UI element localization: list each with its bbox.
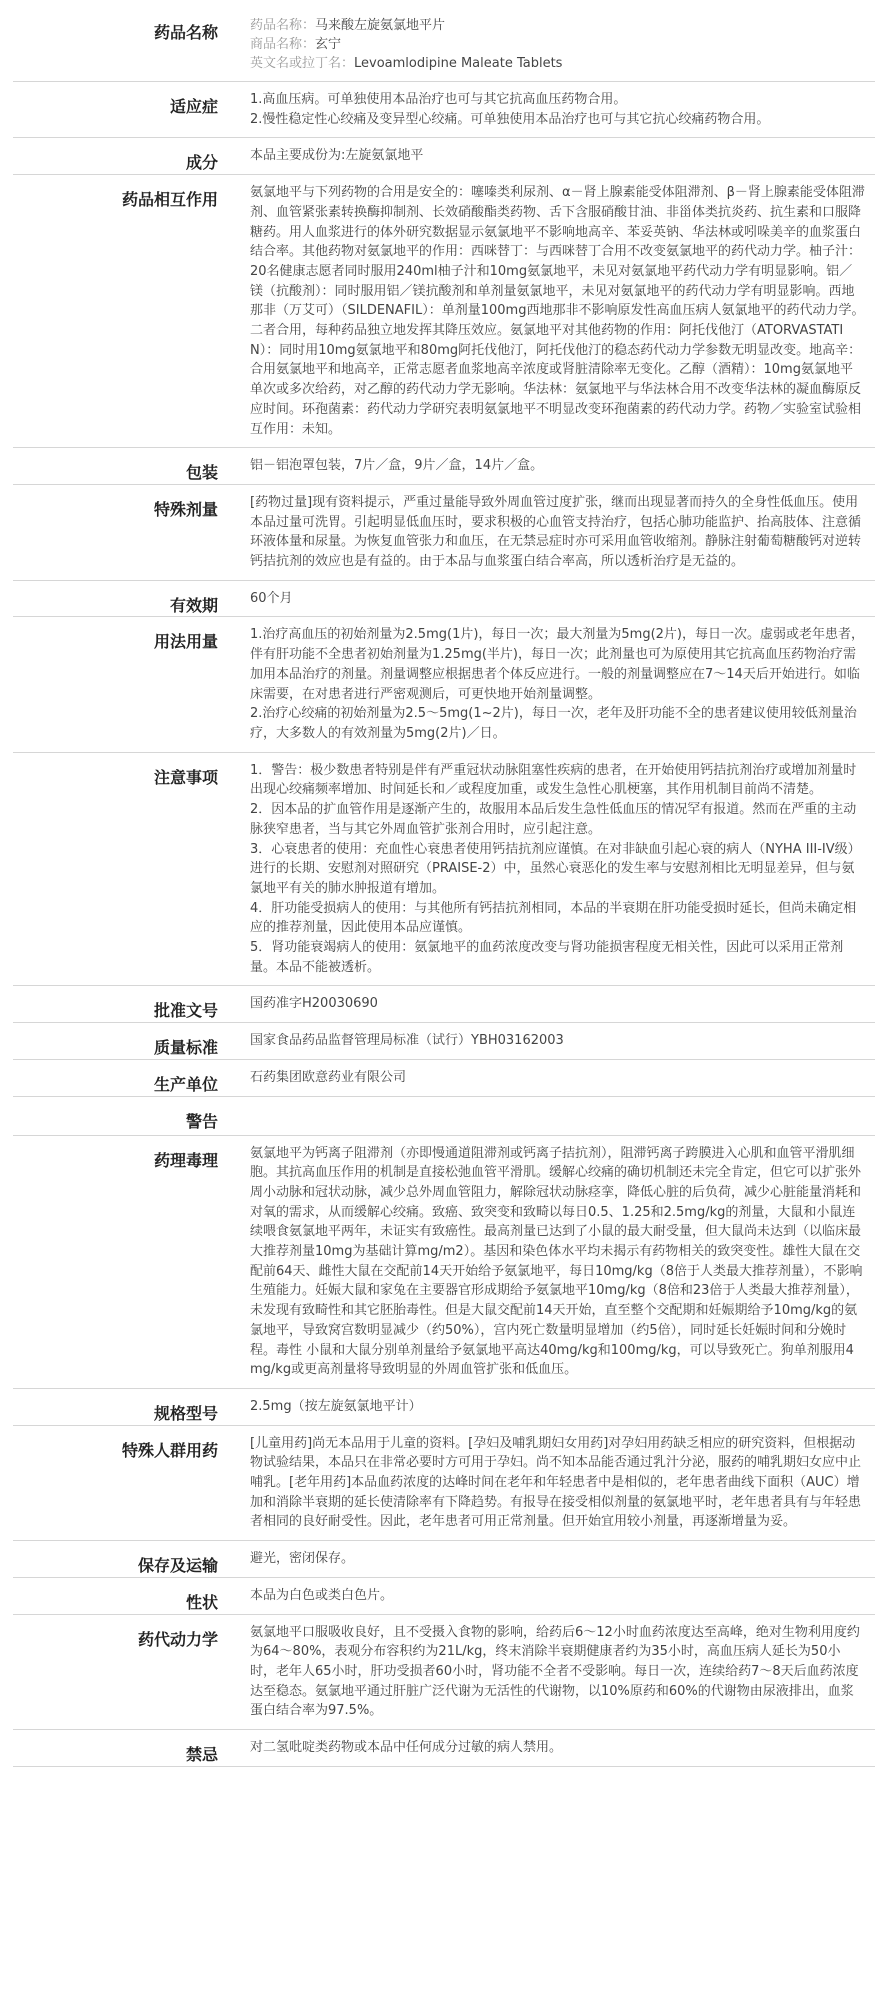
spec-label: 规格型号 [13,1388,237,1425]
drug-name-value: 玄宁 [315,37,342,52]
drug-spec-table [13,8,875,1767]
spec-label: 禁忌 [13,1730,237,1767]
spec-paragraph: 60个月 [250,590,293,606]
spec-label: 保存及运输 [13,1541,237,1578]
spec-paragraph: 本品主要成份为:左旋氨氯地平 [250,148,424,164]
spec-row [13,138,875,175]
spec-value [237,580,875,617]
spec-paragraph: [儿童用药]尚无本品用于儿童的资料。[孕妇及哺乳期妇女用药]对孕妇用药缺乏相应的研究资料，但根据动物试验结果，本品只在非常必要时方可用于孕妇。尚不知本品能否通过乳汁分泌，服药的哺乳期妇女应中止哺乳。[老年用药]本品血药浓度的达峰时间在老年和年轻患者中是相似的，老年患者曲线下面积（AUC）增加和消除半衰期的延长使清除率有下降趋势。有报导在接受相似剂量的氨氯地平时，老年患者具有与年轻患者相同的良好耐受性。因此，老年患者可用正常剂量。但开始宜用较小剂量，再逐渐增量为妥。 [250,1435,862,1530]
spec-label: 用法用量 [13,617,237,752]
drug-name-value: Levoamlodipine Maleate Tablets [354,56,563,71]
drug-name-key: 英文名或拉丁名： [250,56,355,71]
spec-value [237,1425,875,1541]
spec-row [13,1388,875,1425]
spec-row [13,1059,875,1096]
spec-row [13,82,875,138]
spec-value [237,82,875,138]
drug-name-value: 马来酸左旋氨氯地平片 [315,18,446,33]
spec-paragraph: 国药准字H20030690 [250,996,378,1012]
spec-row [13,1730,875,1767]
spec-value [237,8,875,82]
spec-paragraph: 国家食品药品监督管理局标准（试行）YBH03162003 [250,1033,564,1049]
spec-label: 药理毒理 [13,1135,237,1388]
spec-label: 注意事项 [13,752,237,986]
spec-value [237,1023,875,1060]
spec-label: 警告 [13,1096,237,1135]
spec-paragraph: 铝－铝泡罩包装，7片／盒，9片／盒，14片／盒。 [250,458,544,474]
drug-name-line [250,54,865,73]
spec-label: 药品相互作用 [13,175,237,448]
spec-row [13,1577,875,1614]
spec-paragraph: 氨氯地平与下列药物的合用是安全的：噻嗪类利尿剂、α－肾上腺素能受体阻滞剂、β－肾上腺素能受体阻滞剂、血管紧张素转换酶抑制剂、长效硝酸酯类药物、舌下含服硝酸甘油、非甾体类抗炎药、抗生素和口服降糖药。用人血浆进行的体外研究数据显示氨氯地平不影响地高辛、苯妥英钠、华法林或吲哚美辛的血浆蛋白结合率。其他药物对氨氯地平的作用：西咪替丁：与西咪替丁合用不改变氨氯地平的药代动力学。柚子汁：20名健康志愿者同时服用240ml柚子汁和10mg氨氯地平，未见对氨氯地平药代动力学有明显影响。铝／镁（抗酸剂）：同时服用铝／镁抗酸剂和单剂量氨氯地平，未见对氨氯地平的药代动力学有明显影响。西地那非（万艾可）（SILDENAFIL）：单剂量100mg西地那非不影响原发性高血压病人氨氯地平的药代动力学。二者合用，每种药品独立地发挥其降压效应。氨氯地平对其他药物的作用：阿托伐他汀（ATORVASTATIN）：同时用10mg氨氯地平和80mg阿托伐他汀，阿托伐他汀的稳态药代动力学参数无明显改变。地高辛：合用氨氯地平和地高辛，正常志愿者血浆地高辛浓度或肾脏清除率无变化。乙醇（酒精）：10mg氨氯地平单次或多次给药，对乙醇的药代动力学无影响。华法林：氨氯地平与华法林合用不改变华法林的凝血酶原反应时间。环孢菌素：药代动力学研究表明氨氯地平不明显改变环孢菌素的药代动力学。药物／实验室试验相互作用：未知。 [250,185,865,437]
spec-value [237,1730,875,1767]
spec-paragraph: 2.慢性稳定性心绞痛及变异型心绞痛。可单独使用本品治疗也可与其它抗心绞痛药物合用。 [250,111,770,127]
spec-label: 包装 [13,448,237,485]
spec-paragraph: 避光，密闭保存。 [250,1551,355,1567]
spec-paragraph: 氨氯地平为钙离子阻滞剂（亦即慢通道阻滞剂或钙离子拮抗剂），阻滞钙离子跨膜进入心肌和血管平滑肌细胞。其抗高血压作用的机制是直接松弛血管平滑肌。缓解心绞痛的确切机制还未完全肯定，但它可以扩张外周小动脉和冠状动脉，减少总外周血管阻力，解除冠状动脉痉挛，降低心脏的后负荷，减少心脏能量消耗和对氧的需求，从而缓解心绞痛。致癌、致突变和致畸以每日0.5、1.25和2.5mg/kg的剂量，大鼠和小鼠连续喂食氨氯地平两年，未证实有致癌性。最高剂量已达到了小鼠的最大耐受量，但大鼠尚未达到（以临床最大推荐剂量10mg为基础计算mg/m2）。基因和染色体水平均未揭示有药物相关的致突变性。雄性大鼠在交配前64天、雌性大鼠在交配前14天开始给予氨氯地平，每日10mg/kg（8倍于人类最大推荐剂量），不影响生殖能力。妊娠大鼠和家兔在主要器官形成期给予氨氯地平10mg/kg（8倍和23倍于人类最大推荐剂量），未发现有致畸性和其它胚胎毒性。但是大鼠交配前14天开始，直至整个交配期和妊娠期给予10mg/kg的氨氯地平，导致窝宫数明显减少（约50%），宫内死亡数量明显增加（约5倍），同时延长妊娠时间和分娩时程。毒性 小鼠和大鼠分别单剂量给予氨氯地平高达40mg/kg和100mg/kg，可以导致死亡。狗单剂服用4mg/kg或更高剂量将导致明显的外周血管扩张和低血压。 [250,1145,863,1378]
spec-paragraph: 对二氢吡啶类药物或本品中任何成分过敏的病人禁用。 [250,1740,563,1756]
spec-row [13,580,875,617]
spec-value [237,448,875,485]
spec-row [13,752,875,986]
spec-table-body [13,8,875,1766]
spec-value [237,175,875,448]
spec-paragraph: 本品为白色或类白色片。 [250,1587,394,1603]
spec-row [13,1023,875,1060]
spec-label: 药代动力学 [13,1614,237,1730]
spec-row [13,175,875,448]
spec-paragraph: 4．肝功能受损病人的使用：与其他所有钙拮抗剂相同，本品的半衰期在肝功能受损时延长，但尚未确定相应的推荐剂量，因此使用本品应谨慎。 [250,900,857,936]
spec-value [237,1096,875,1135]
spec-label: 药品名称 [13,8,237,82]
spec-label: 适应症 [13,82,237,138]
spec-label: 有效期 [13,580,237,617]
spec-paragraph: 石药集团欧意药业有限公司 [250,1069,407,1085]
spec-paragraph: 5．肾功能衰竭病人的使用：氨氯地平的血药浓度改变与肾功能损害程度无相关性，因此可以采用正常剂量。本品不能被透析。 [250,940,844,975]
spec-value [237,1614,875,1730]
spec-value [237,617,875,752]
spec-paragraph: [药物过量]现有资料提示，严重过量能导致外周血管过度扩张，继而出现显著而持久的全身性低血压。使用本品过量可洗胃。引起明显低血压时，要求积极的心血管支持治疗，包括心肺功能监护、抬高肢体、注意循环液体量和尿量。为恢复血管张力和血压，在无禁忌症时亦可采用血管收缩剂。静脉注射葡萄糖酸钙对逆转钙拮抗剂的效应也是有益的。由于本品与血浆蛋白结合率高，所以透析治疗是无益的。 [250,494,862,570]
spec-label: 特殊剂量 [13,484,237,580]
spec-row [13,1135,875,1388]
spec-label: 性状 [13,1577,237,1614]
spec-paragraph: 1.高血压病。可单独使用本品治疗也可与其它抗高血压药物合用。 [250,92,627,107]
spec-paragraph: 3．心衰患者的使用：充血性心衰患者使用钙拮抗剂应谨慎。在对非缺血引起心衰的病人（NYHA III-IV级）进行的长期、安慰剂对照研究（PRAISE-2）中，虽然心衰恶化的发生率与安慰剂相比无明显差异，但与氨氯地平有关的肺水肿报道有增加。 [250,841,861,896]
spec-label: 成分 [13,138,237,175]
drug-spec-document [13,8,875,1767]
spec-label: 质量标准 [13,1023,237,1060]
spec-paragraph: 2．因本品的扩血管作用是逐渐产生的，故服用本品后发生急性低血压的情况罕有报道。然而在严重的主动脉狭窄患者，当与其它外周血管扩张剂合用时，应引起注意。 [250,802,857,837]
spec-value [237,1388,875,1425]
spec-value [237,484,875,580]
spec-value [237,138,875,175]
spec-row [13,986,875,1023]
spec-row [13,617,875,752]
spec-value [237,986,875,1023]
spec-label: 生产单位 [13,1059,237,1096]
drug-name-key: 药品名称： [250,18,316,33]
spec-paragraph: 1．警告：极少数患者特别是伴有严重冠状动脉阻塞性疾病的患者，在开始使用钙拮抗剂治疗或增加剂量时出现心绞痛频率增加、时间延长和／或程度加重，或发生急性心肌梗塞，其作用机制目前尚不清楚。 [250,762,857,798]
spec-value [237,1135,875,1388]
spec-value [237,1541,875,1578]
spec-row [13,448,875,485]
spec-row [13,1096,875,1135]
spec-row [13,8,875,82]
drug-name-key: 商品名称： [250,37,316,52]
spec-row [13,484,875,580]
spec-paragraph: 2.5mg（按左旋氨氯地平计） [250,1398,422,1414]
spec-value [237,1577,875,1614]
spec-paragraph: 氨氯地平口服吸收良好，且不受摄入食物的影响，给药后6～12小时血药浓度达至高峰，绝对生物利用度约为64～80%，表观分布容积约为21L/kg，终末消除半衰期健康者约为35小时，高血压病人延长为50小时，老年人65小时，肝功受损者60小时，肾功能不全者不受影响。每日一次，连续给药7～8天后血药浓度达至稳态。氨氯地平通过肝脏广泛代谢为无活性的代谢物，以10%原药和60%的代谢物由尿液排出，血浆蛋白结合率为97.5%。 [250,1624,860,1719]
spec-paragraph: 2.治疗心绞痛的初始剂量为2.5～5mg(1~2片)，每日一次，老年及肝功能不全的患者建议使用较低剂量治疗，大多数人的有效剂量为5mg(2片)／日。 [250,706,857,741]
spec-value [237,752,875,986]
spec-row [13,1541,875,1578]
drug-name-line [250,16,865,35]
spec-label: 特殊人群用药 [13,1425,237,1541]
spec-row [13,1425,875,1541]
spec-value [237,1059,875,1096]
spec-label: 批准文号 [13,986,237,1023]
drug-name-line [250,35,865,54]
spec-paragraph: 1.治疗高血压的初始剂量为2.5mg(1片)，每日一次；最大剂量为5mg(2片)，每日一次。虚弱或老年患者，伴有肝功能不全患者初始剂量为1.25mg(半片)，每日一次；此剂量也可为原使用其它抗高血压药物治疗需加用本品治疗的剂量。剂量调整应根据患者个体反应进行。一般的剂量调整应在7～14天后开始进行。如临床需要，在对患者进行严密观测后，可更快地开始剂量调整。 [250,627,865,702]
spec-row [13,1614,875,1730]
